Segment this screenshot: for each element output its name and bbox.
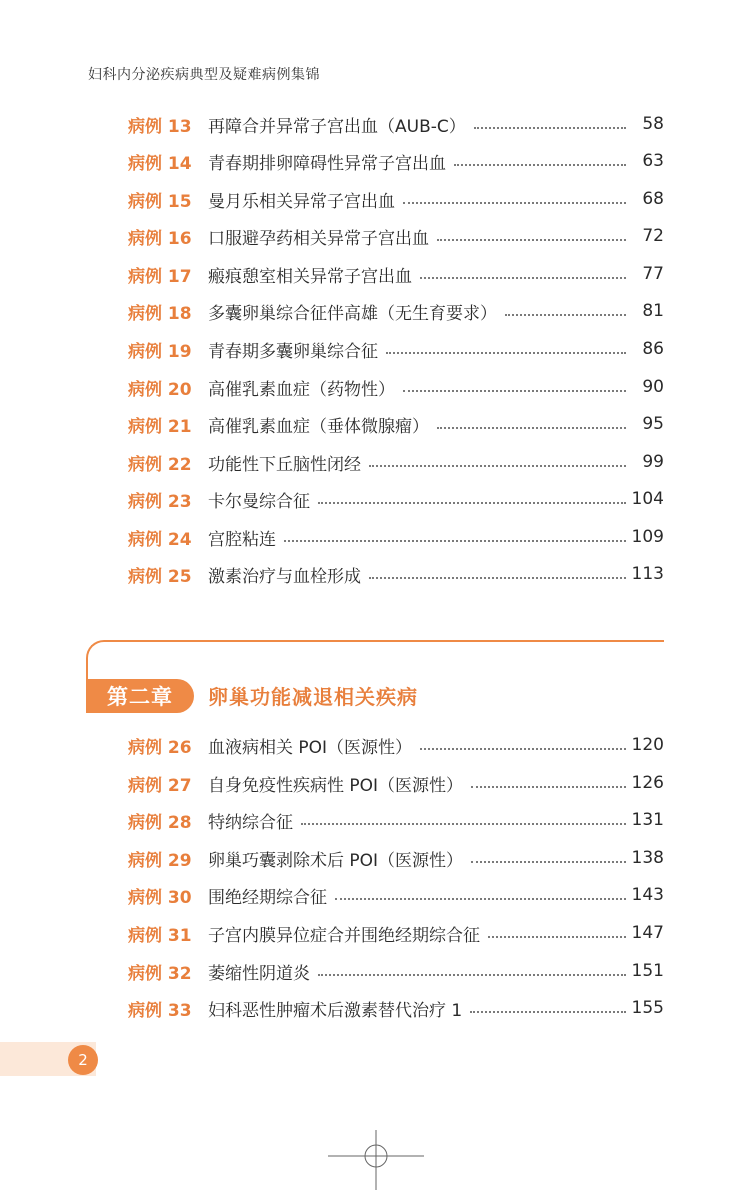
case-label: 病例 13 — [128, 116, 192, 137]
entry-title: 多囊卵巢综合征伴高雄（无生育要求） — [208, 303, 497, 324]
page-number: 77 — [642, 264, 664, 284]
case-label: 病例 16 — [128, 228, 192, 249]
page-number: 90 — [642, 377, 664, 397]
case-label: 病例 29 — [128, 850, 192, 871]
registration-mark-icon — [328, 1130, 424, 1190]
page-number: 155 — [631, 998, 664, 1018]
page-number: 99 — [642, 452, 664, 472]
case-label: 病例 33 — [128, 1000, 192, 1021]
chapter-title[interactable]: 卵巢功能减退相关疾病 — [208, 685, 418, 709]
dot-leader — [403, 202, 626, 204]
entry-title: 子宫内膜异位症合并围绝经期综合征 — [208, 925, 480, 946]
entry-title: 激素治疗与血栓形成 — [208, 566, 361, 587]
dot-leader — [470, 1011, 626, 1013]
toc-entry[interactable] — [128, 448, 664, 476]
toc-entry[interactable] — [128, 731, 664, 759]
toc-entry[interactable] — [128, 260, 664, 288]
page-number: 58 — [642, 114, 664, 134]
case-label: 病例 24 — [128, 529, 192, 550]
entry-title: 功能性下丘脑性闭经 — [208, 454, 361, 475]
toc-entry[interactable] — [128, 410, 664, 438]
dot-leader — [284, 540, 626, 542]
dot-leader — [403, 390, 626, 392]
entry-title: 曼月乐相关异常子宫出血 — [208, 191, 395, 212]
dot-leader — [335, 898, 626, 900]
case-label: 病例 19 — [128, 341, 192, 362]
entry-title: 高催乳素血症（药物性） — [208, 379, 395, 400]
case-label: 病例 27 — [128, 775, 192, 796]
case-label: 病例 28 — [128, 812, 192, 833]
dot-leader — [471, 786, 626, 788]
dot-leader — [318, 502, 626, 504]
page-number: 109 — [631, 527, 664, 547]
case-label: 病例 14 — [128, 153, 192, 174]
toc-entry[interactable] — [128, 560, 664, 588]
page-number: 126 — [631, 773, 664, 793]
dot-leader — [471, 861, 626, 863]
page-number: 120 — [631, 735, 664, 755]
toc-entry[interactable] — [128, 806, 664, 834]
case-label: 病例 25 — [128, 566, 192, 587]
toc-entry[interactable] — [128, 110, 664, 138]
page-number: 104 — [631, 489, 664, 509]
toc-entry[interactable] — [128, 844, 664, 872]
entry-title: 妇科恶性肿瘤术后激素替代治疗 1 — [208, 1000, 463, 1021]
dot-leader — [420, 748, 626, 750]
dot-leader — [301, 823, 626, 825]
entry-title: 宫腔粘连 — [208, 529, 276, 550]
case-label: 病例 21 — [128, 416, 192, 437]
dot-leader — [437, 239, 626, 241]
entry-title: 青春期排卵障碍性异常子宫出血 — [208, 153, 446, 174]
toc-entry[interactable] — [128, 485, 664, 513]
page-number: 138 — [631, 848, 664, 868]
entry-title: 萎缩性阴道炎 — [208, 963, 310, 984]
entry-title: 卵巢巧囊剥除术后 POI（医源性） — [208, 850, 464, 871]
case-label: 病例 31 — [128, 925, 192, 946]
entry-title: 高催乳素血症（垂体微腺瘤） — [208, 416, 429, 437]
page-number: 81 — [642, 301, 664, 321]
dot-leader — [437, 427, 626, 429]
toc-entry[interactable] — [128, 881, 664, 909]
toc-entry[interactable] — [128, 222, 664, 250]
case-label: 病例 20 — [128, 379, 192, 400]
toc-entry[interactable] — [128, 957, 664, 985]
entry-title: 口服避孕药相关异常子宫出血 — [208, 228, 429, 249]
toc-entry[interactable] — [128, 147, 664, 175]
toc-entry[interactable] — [128, 297, 664, 325]
dot-leader — [369, 577, 626, 579]
entry-title: 瘢痕憩室相关异常子宫出血 — [208, 266, 412, 287]
toc-entry[interactable] — [128, 769, 664, 797]
entry-title: 青春期多囊卵巢综合征 — [208, 341, 378, 362]
case-label: 病例 22 — [128, 454, 192, 475]
case-label: 病例 30 — [128, 887, 192, 908]
page-number: 86 — [642, 339, 664, 359]
dot-leader — [420, 277, 626, 279]
dot-leader — [318, 974, 626, 976]
chapter-number-badge[interactable]: 第二章 — [86, 679, 194, 713]
page-number: 63 — [642, 151, 664, 171]
dot-leader — [454, 164, 626, 166]
dot-leader — [488, 936, 626, 938]
case-label: 病例 17 — [128, 266, 192, 287]
case-label: 病例 15 — [128, 191, 192, 212]
page-number: 131 — [631, 810, 664, 830]
page-number: 72 — [642, 226, 664, 246]
entry-title: 自身免疫性疾病性 POI（医源性） — [208, 775, 464, 796]
entry-title: 血液病相关 POI（医源性） — [208, 737, 413, 758]
toc-entry[interactable] — [128, 994, 664, 1022]
entry-title: 特纳综合征 — [208, 812, 293, 833]
toc-entry[interactable] — [128, 523, 664, 551]
toc-entry[interactable] — [128, 919, 664, 947]
page-number: 147 — [631, 923, 664, 943]
dot-leader — [505, 314, 626, 316]
dot-leader — [369, 465, 626, 467]
running-head: 妇科内分泌疾病典型及疑难病例集锦 — [88, 67, 320, 83]
toc-entry[interactable] — [128, 335, 664, 363]
entry-title: 卡尔曼综合征 — [208, 491, 310, 512]
page-number: 95 — [642, 414, 664, 434]
case-label: 病例 18 — [128, 303, 192, 324]
page-number: 113 — [631, 564, 664, 584]
page-folio: 2 — [68, 1045, 98, 1075]
entry-title: 再障合并异常子宫出血（AUB-C） — [208, 116, 466, 137]
page-number: 68 — [642, 189, 664, 209]
page-number: 143 — [631, 885, 664, 905]
entry-title: 围绝经期综合征 — [208, 887, 327, 908]
toc-entry[interactable] — [128, 373, 664, 401]
dot-leader — [474, 127, 626, 129]
case-label: 病例 26 — [128, 737, 192, 758]
page-number: 151 — [631, 961, 664, 981]
case-label: 病例 23 — [128, 491, 192, 512]
toc-entry[interactable] — [128, 185, 664, 213]
dot-leader — [386, 352, 626, 354]
case-label: 病例 32 — [128, 963, 192, 984]
